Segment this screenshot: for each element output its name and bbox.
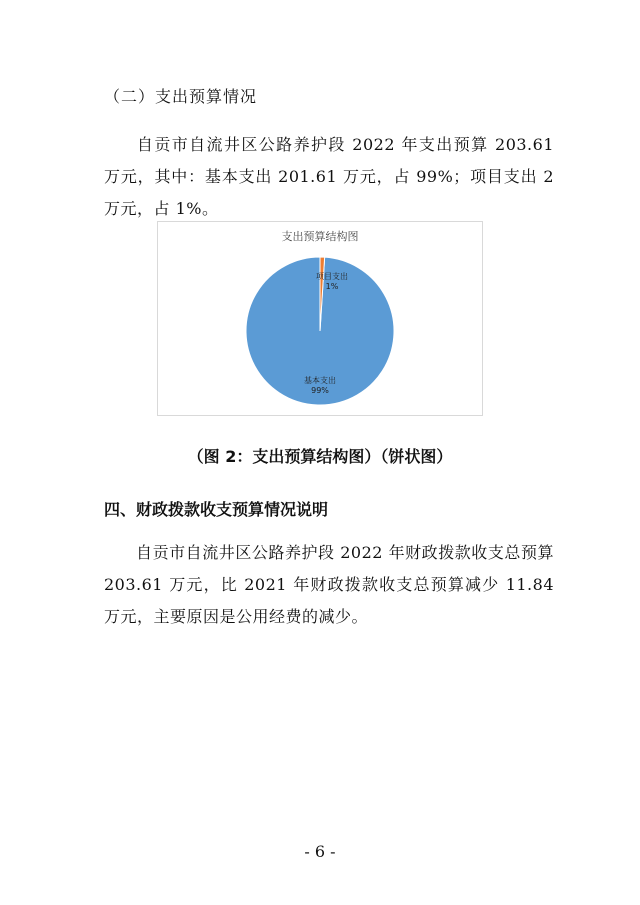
paragraph-fiscal-text: 自贡市自流井区公路养护段 2022 年财政拨款收支总预算 203.61 万元，比 2021 年财政拨款收支总预算减少 11.84 万元，主要原因是公用经费的减少。 [104,543,554,626]
section-title-fiscal: 四、财政拨款收支预算情况说明 [104,500,329,519]
page-number: - 6 - [304,842,336,861]
paragraph-fiscal [104,537,554,633]
pie-label-category: 项目支出 [316,272,348,281]
paragraph-expenditure-text: 自贡市自流井区公路养护段 2022 年支出预算 203.61 万元，其中：基本支出 201.61 万元，占 99%；项目支出 2 万元，占 1%。 [104,135,554,218]
section-heading: （二）支出预算情况 [104,87,258,106]
chart-title: 支出预算结构图 [281,230,359,243]
pie-chart-svg [158,222,482,415]
pie-chart [157,221,483,416]
pie-label-percent: 99% [311,386,329,395]
pie-label-category: 基本支出 [304,376,336,385]
paragraph-expenditure [104,129,554,225]
figure-caption: （图 2：支出预算结构图）（饼状图） [187,447,453,466]
pie-label-percent: 1% [325,282,339,291]
